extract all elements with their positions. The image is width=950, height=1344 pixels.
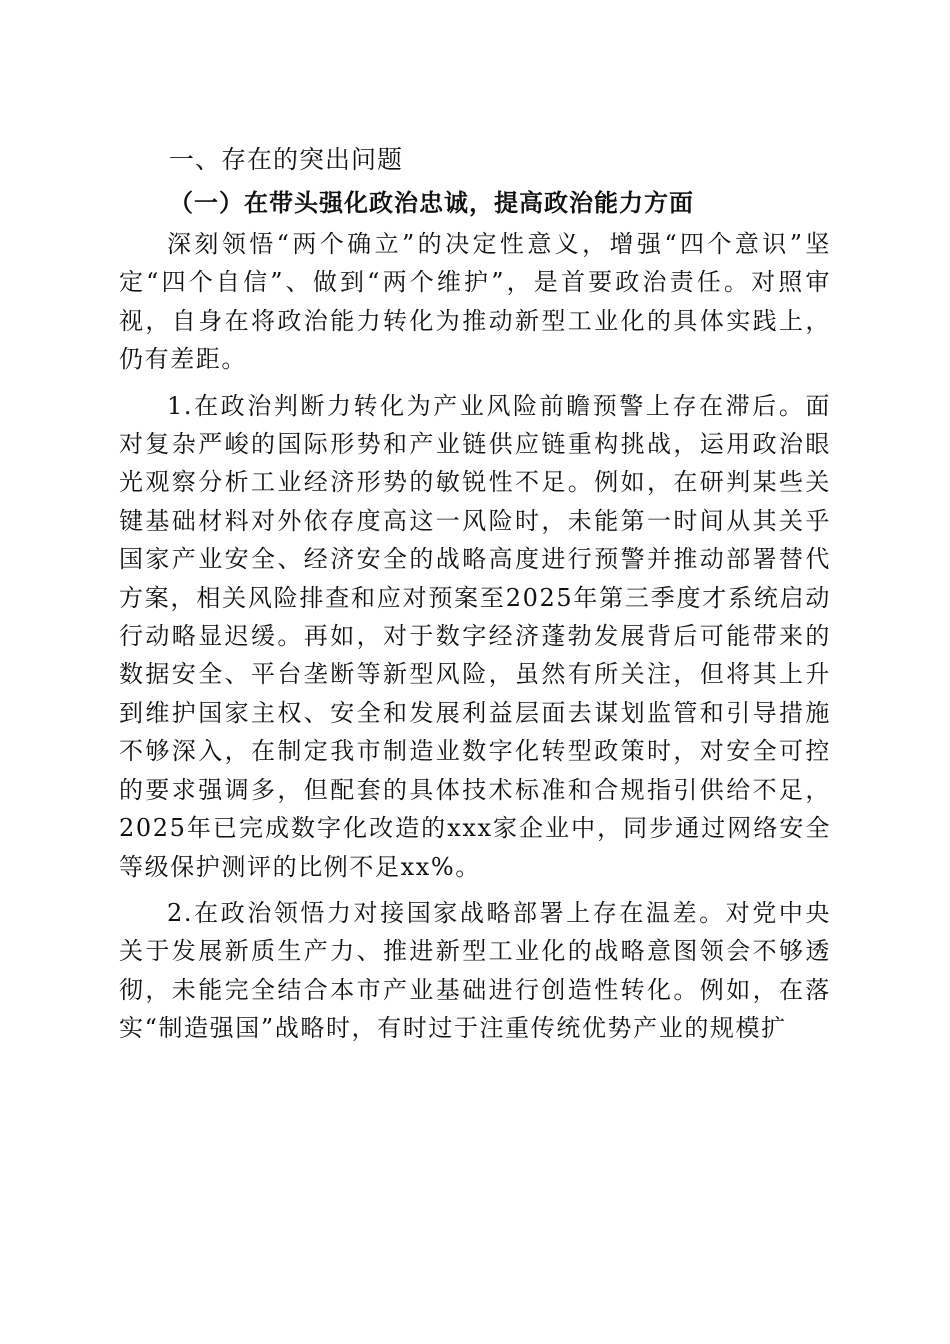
paragraph-intro: 深刻领悟“两个确立”的决定性意义，增强“四个意识”坚定“四个自信”、做到“两个维护”，是首要政治责任。对照审视，自身在将政治能力转化为推动新型工业化的具体实践上，仍有差距。 [119,230,831,374]
document-body [119,139,831,1050]
subsection-heading: （一）在带头强化政治忠诚，提高政治能力方面 [169,189,694,217]
paragraph-item-1: 1.在政治判断力转化为产业风险前瞻预警上存在滞后。面对复杂严峻的国际形势和产业链供应链重构挑战，运用政治眼光观察分析工业经济形势的敏锐性不足。例如，在研判某些关键基础材料对外依存度高这一风险时，未能第一时间从其关乎国家产业安全、经济安全的战略高度进行预警并推动部署替代方案，相关风险排查和应对预案至2025年第三季度才系统启动行动略显迟缓。再如，对于数字经济蓬勃发展背后可能带来的数据安全、平台垄断等新型风险，虽然有所关注，但将其上升到维护国家主权、安全和发展利益层面去谋划监管和引导措施不够深入，在制定我市制造业数字化转型政策时，对安全可控的要求强调多，但配套的具体技术标准和合规指引供给不足，2025年已完成数字化改造的xxx家企业中，同步通过网络安全等级保护测评的比例不足xx%。 [119,391,831,881]
section-heading: 一、存在的突出问题 [169,145,404,174]
paragraph-item-2: 2.在政治领悟力对接国家战略部署上存在温差。对党中央关于发展新质生产力、推进新型工业化的战略意图领会不够透彻，未能完全结合本市产业基础进行创造性转化。例如，在落实“制造强国”战略时，有时过于注重传统优势产业的规模扩 [119,898,831,1043]
